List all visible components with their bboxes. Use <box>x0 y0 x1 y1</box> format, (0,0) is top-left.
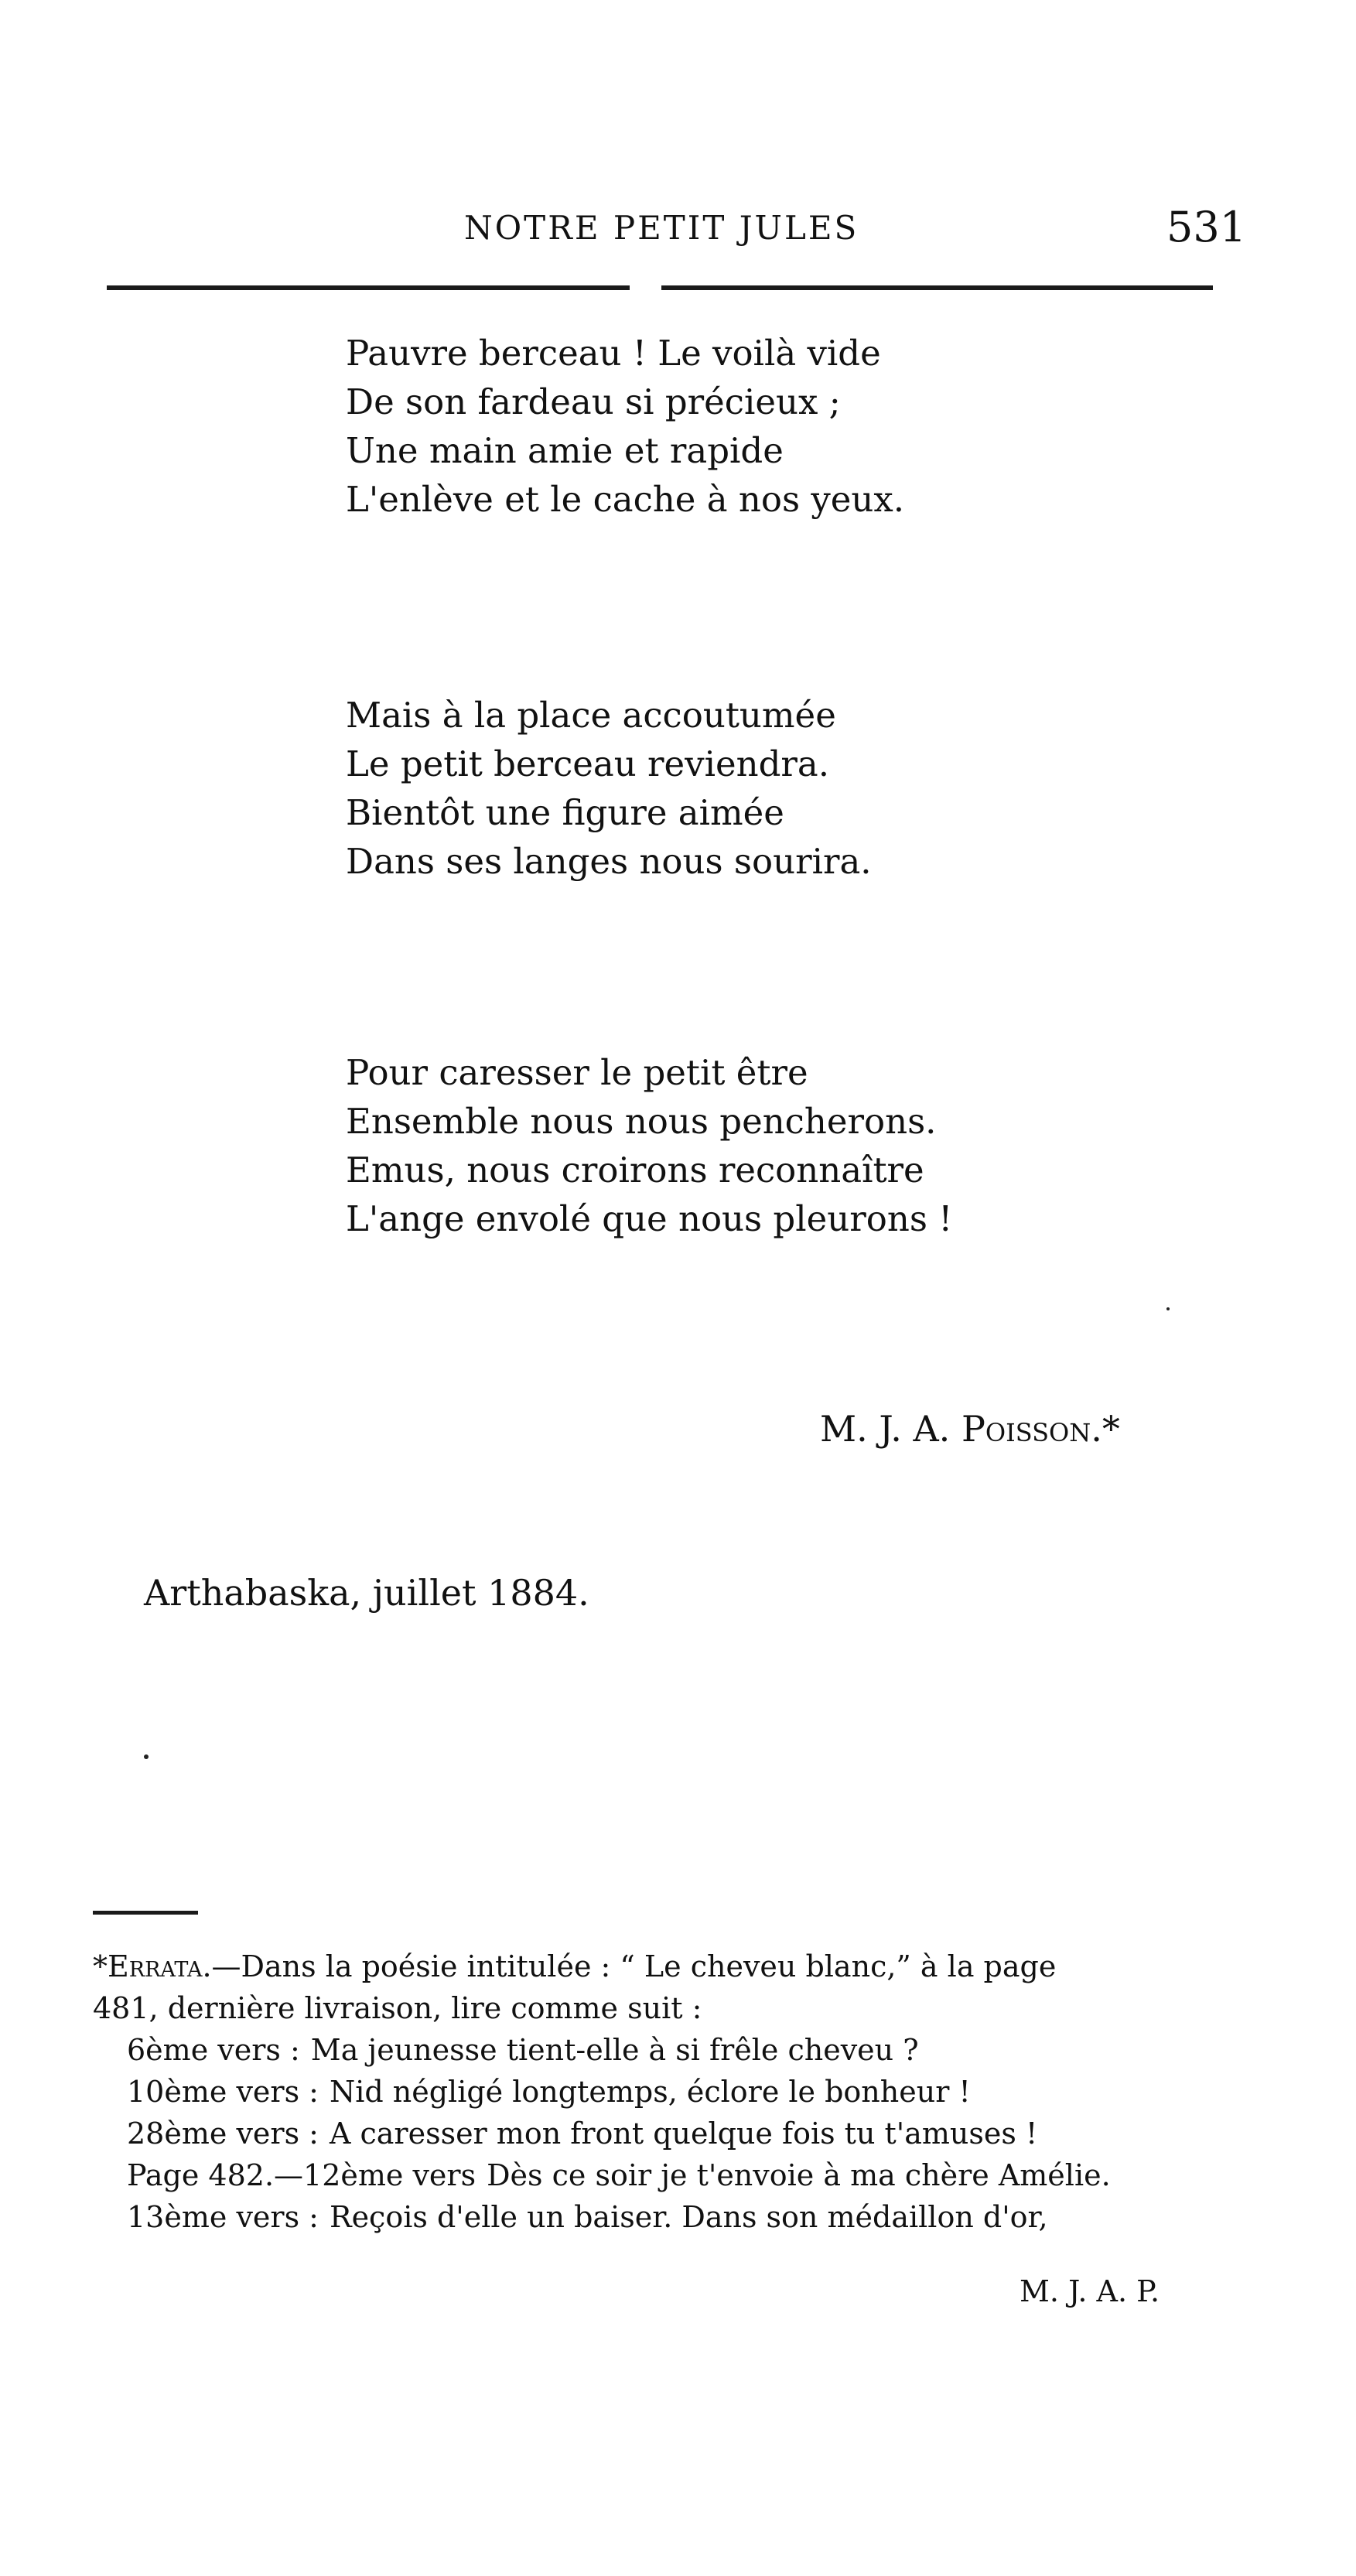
footnote-rule <box>93 1911 198 1915</box>
errata-key: Page 482.—12ème vers <box>127 2158 476 2192</box>
errata-item <box>93 2071 1230 2113</box>
running-title: NOTRE PETIT JULES <box>464 209 859 247</box>
verse-line: Une main amie et rapide <box>346 430 784 471</box>
footnote-marker: * <box>93 1949 108 1983</box>
poem-stanza <box>346 329 904 524</box>
print-speck <box>1166 1307 1170 1310</box>
verse-line: Pour caresser le petit être <box>346 1052 808 1093</box>
errata-key: 10ème vers : <box>127 2075 319 2109</box>
errata-key: 6ème vers : <box>127 2033 300 2067</box>
errata-correction: Nid négligé longtemps, éclore le bonheur ! <box>329 2075 971 2109</box>
verse-line: Pauvre berceau ! Le voilà vide <box>346 333 881 374</box>
verse-line: Bientôt une figure aimée <box>346 792 784 833</box>
page-header <box>0 203 1356 249</box>
dateline: Arthabaska, juillet 1884. <box>144 1572 589 1614</box>
page-number: 531 <box>1166 203 1247 251</box>
errata-item <box>93 2029 1230 2071</box>
print-speck <box>144 1754 149 1759</box>
footnote-intro-continued: 481, dernière livraison, lire comme suit : <box>93 1991 702 2025</box>
signature-name: Poisson.* <box>961 1408 1120 1450</box>
errata-label: Errata <box>108 1949 203 1983</box>
footnote-signature: M. J. A. P. <box>1020 2274 1160 2308</box>
errata-correction: Ma jeunesse tient-elle à si frêle cheveu ? <box>310 2033 919 2067</box>
verse-line: Mais à la place accoutumée <box>346 695 836 736</box>
header-rule-right <box>661 285 1213 290</box>
errata-item <box>93 2196 1230 2238</box>
header-rule-left <box>107 285 630 290</box>
errata-key: 13ème vers : <box>127 2200 319 2234</box>
poem-stanza <box>346 691 872 886</box>
errata-correction: Dès ce soir je t'envoie à ma chère Amélie. <box>487 2158 1111 2192</box>
signature-initials: M. J. A. <box>820 1408 951 1450</box>
footnote-errata <box>93 1946 1230 2238</box>
verse-line: Le petit berceau reviendra. <box>346 743 830 784</box>
poem-signature <box>820 1408 1120 1450</box>
errata-key: 28ème vers : <box>127 2116 319 2151</box>
errata-item <box>93 2113 1230 2154</box>
footnote-intro-text: .—Dans la poésie intitulée : “ Le cheveu blanc,” à la page <box>202 1949 1057 1983</box>
poem-stanza <box>346 1048 952 1243</box>
errata-correction: A caresser mon front quelque fois tu t'amuses ! <box>329 2116 1038 2151</box>
footnote-intro <box>93 1946 1230 1987</box>
verse-line: L'enlève et le cache à nos yeux. <box>346 479 905 520</box>
errata-item <box>93 2154 1230 2196</box>
verse-line: Emus, nous croirons reconnaître <box>346 1150 924 1191</box>
verse-line: L'ange envolé que nous pleurons ! <box>346 1198 953 1239</box>
verse-line: De son fardeau si précieux ; <box>346 381 841 422</box>
verse-line: Ensemble nous nous pencherons. <box>346 1101 937 1142</box>
verse-line: Dans ses langes nous sourira. <box>346 841 872 882</box>
errata-correction: Reçois d'elle un baiser. Dans son médaillon d'or, <box>329 2200 1048 2234</box>
